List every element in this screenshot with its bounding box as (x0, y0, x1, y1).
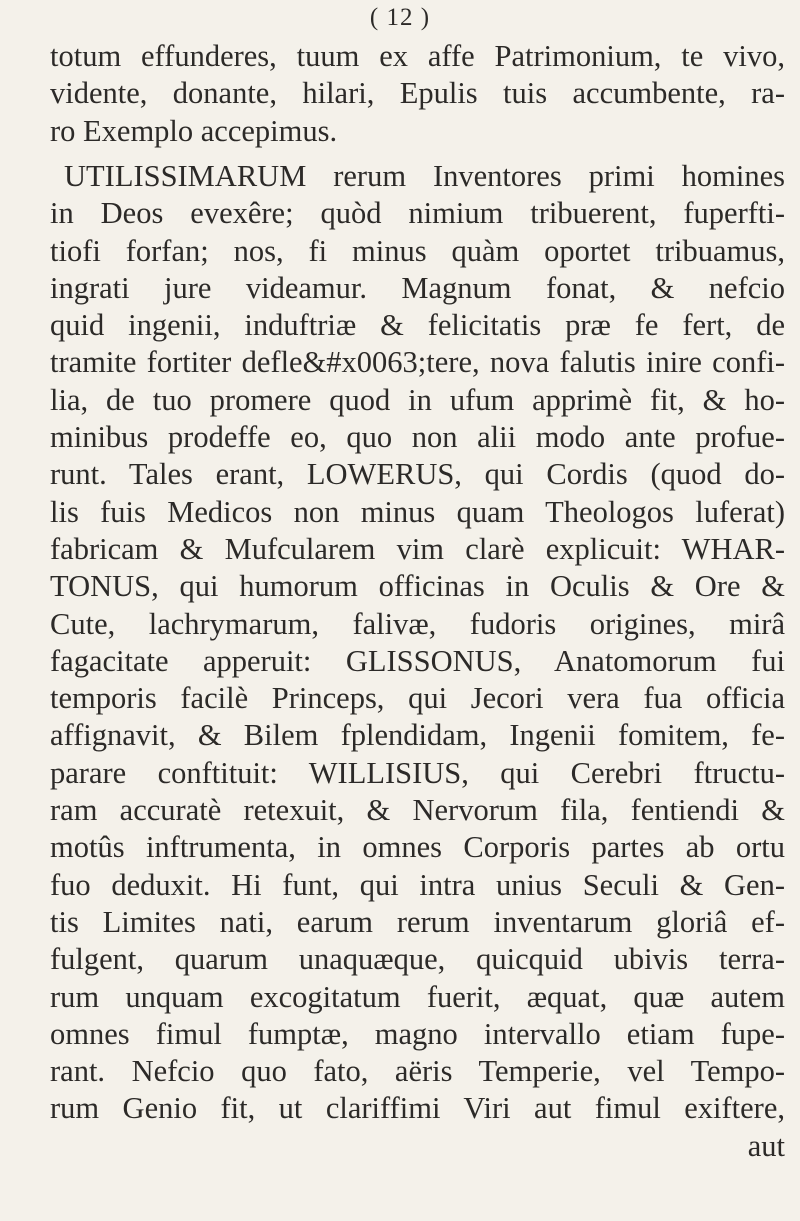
text-line: rant. Nefcio quo fato, aëris Temperie, vel Tempo- (50, 1054, 785, 1089)
text-line: UTILISSIMARUM rerum Inventores primi homines (64, 159, 785, 193)
text-line: fabricam & Mufcularem vim clarè explicuit: WHAR- (50, 531, 785, 566)
text-line: fagacitate apperuit: GLISSONUS, Anatomorum fui (50, 643, 785, 678)
text-line: rum unquam excogitatum fuerit, æquat, quæ autem (50, 979, 785, 1014)
text-line: ro Exemplo accepimus. (50, 113, 338, 148)
text-line: Cute, lachrymarum, falivæ, fudoris origines, mirâ (50, 606, 785, 641)
paragraph-inventors (50, 158, 785, 1165)
text-line: vidente, donante, hilari, Epulis tuis accumbente, ra- (50, 76, 785, 111)
page-number: ( 12 ) (369, 4, 431, 31)
text-line: omnes fimul fumptæ, magno intervallo etiam fupe- (50, 1016, 785, 1051)
text-line: fulgent, quarum unaquæque, quicquid ubivis terra- (50, 942, 785, 977)
text-line: ram accuratè retexuit, & Nervorum fila, fentiendi & (50, 793, 785, 828)
text-line: in Deos evexêre; quòd nimium tribuerent, fuperfti- (50, 196, 785, 231)
text-line: affignavit, & Bilem fplendidam, Ingenii fomitem, fe- (50, 718, 785, 753)
text-line: tis Limites nati, earum rerum inventarum gloriâ ef- (50, 904, 785, 939)
text-line: minibus prodeffe eo, quo non alii modo ante profue- (50, 420, 785, 455)
text-line: runt. Tales erant, LOWERUS, qui Cordis (quod do- (50, 457, 785, 492)
text-line: temporis facilè Princeps, qui Jecori vera fua officia (50, 681, 785, 716)
text-line: tramite fortiter defle&#x0063;tere, nova falutis inire confi- (50, 345, 785, 380)
text-line: fuo deduxit. Hi funt, qui intra unius Seculi & Gen- (50, 867, 785, 902)
text-line: motûs inftrumenta, in omnes Corporis partes ab ortu (50, 830, 785, 865)
text-line: tiofi forfan; nos, fi minus quàm oportet tribuamus, (50, 233, 785, 268)
text-line: lia, de tuo promere quod in ufum apprimè fit, & ho- (50, 382, 785, 417)
paragraph-dedication (50, 38, 785, 150)
text-line: TONUS, qui humorum officinas in Oculis & Ore & (50, 569, 785, 604)
text-line: totum effunderes, tuum ex affe Patrimonium, te vivo, (50, 39, 785, 73)
text-line: ingrati jure videamur. Magnum fonat, & nefcio (50, 270, 785, 305)
text-line: quid ingenii, induftriæ & felicitatis præ fe fert, de (50, 308, 785, 343)
text-line: parare conftituit: WILLISIUS, qui Cerebri ftructu- (50, 755, 785, 790)
text-line: lis fuis Medicos non minus quam Theologos luferat) (50, 494, 785, 529)
catchword: aut (747, 1128, 785, 1163)
text-line: rum Genio fit, ut clariffimi Viri aut fimul exiftere, (50, 1091, 785, 1126)
